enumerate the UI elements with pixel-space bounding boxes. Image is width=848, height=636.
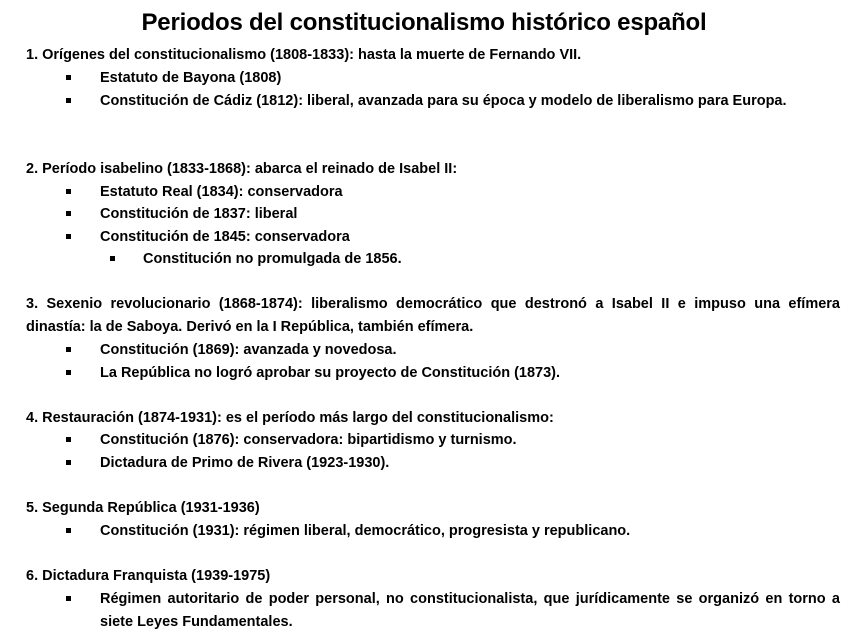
list-item-text: Régimen autoritario de poder personal, no constitucionalista, que jurídicamente se organizó en torno a siete Leyes Fundamentales. [100, 591, 840, 630]
list-item [66, 588, 840, 633]
bullet-square-icon [66, 234, 71, 239]
list-item [66, 520, 840, 543]
page-title: Periodos del constitucionalismo histórico español [141, 9, 707, 36]
sub-list-item [110, 248, 840, 271]
section-1-heading: 1. Orígenes del constitucionalismo (1808-1833): hasta la muerte de Fernando VII. [26, 47, 582, 63]
bullet-square-icon [66, 370, 71, 375]
list-item-text: Constitución (1869): avanzada y novedosa. [100, 342, 397, 358]
list-item [66, 67, 840, 90]
list-item-text: Constitución (1876): conservadora: bipartidismo y turnismo. [100, 432, 517, 448]
list-item-text: Estatuto de Bayona (1808) [100, 70, 282, 86]
sub-list-item-text: Constitución no promulgada de 1856. [143, 251, 402, 267]
list-item-text: La República no logró aprobar su proyecto de Constitución (1873). [100, 365, 561, 381]
list-item [66, 362, 840, 385]
bullet-square-icon [66, 596, 71, 601]
section-4-heading: 4. Restauración (1874-1931): es el período más largo del constitucionalismo: [26, 410, 554, 426]
section-5-heading: 5. Segunda República (1931-1936) [26, 500, 260, 516]
list-item [66, 339, 840, 362]
bullet-square-icon [66, 75, 71, 80]
list-item [66, 429, 840, 452]
bullet-square-icon [66, 347, 71, 352]
list-item [66, 90, 840, 113]
list-item-text: Constitución de Cádiz (1812): liberal, avanzada para su época y modelo de liberalismo para Europa. [100, 93, 787, 109]
section-3-heading: 3. Sexenio revolucionario (1868-1874): liberalismo democrático que destronó a Isabel II e impuso una efímera dinastía: la de Saboya. Derivó en la I República, también efímera. [26, 296, 840, 335]
list-item-text: Estatuto Real (1834): conservadora [100, 184, 343, 200]
list-item-text: Dictadura de Primo de Rivera (1923-1930). [100, 455, 390, 471]
list-item-text: Constitución de 1845: conservadora [100, 229, 350, 245]
list-item [66, 181, 840, 204]
bullet-square-icon [66, 98, 71, 103]
bullet-square-icon [110, 256, 115, 261]
bullet-square-icon [66, 460, 71, 465]
bullet-square-icon [66, 528, 71, 533]
list-item-text: Constitución de 1837: liberal [100, 206, 298, 222]
list-item [66, 452, 840, 475]
bullet-square-icon [66, 211, 71, 216]
list-item [66, 226, 840, 249]
section-6-heading: 6. Dictadura Franquista (1939-1975) [26, 568, 271, 584]
list-item [66, 203, 840, 226]
section-2-heading: 2. Período isabelino (1833-1868): abarca el reinado de Isabel II: [26, 161, 458, 177]
list-item-text: Constitución (1931): régimen liberal, democrático, progresista y republicano. [100, 523, 631, 539]
bullet-square-icon [66, 437, 71, 442]
bullet-square-icon [66, 189, 71, 194]
